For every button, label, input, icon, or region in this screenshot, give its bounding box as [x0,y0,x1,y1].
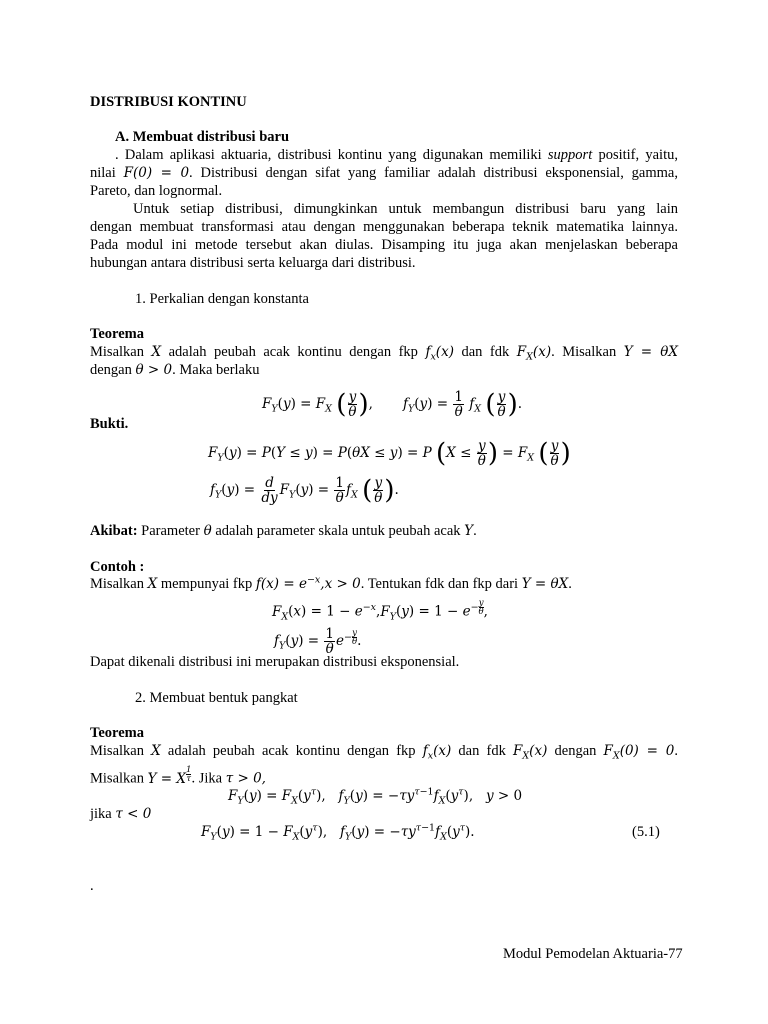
page-footer: Modul Pemodelan Aktuaria-77 [503,946,683,962]
para2-line-3: Pada modul ini metode tersebut akan diulas. Disamping itu juga akan menjelaskan beberapa [90,237,678,253]
stray-dot: . [90,878,94,894]
intro-line-2: nilai F(0) = 0. Distribusi dengan sifat yang familiar adalah distribusi eksponensial, gamma, [90,165,678,181]
theorem2-line-2: Misalkan Y = X $^{\frac{1}{\tau}}$ . Jika τ > 0, [90,765,266,787]
proof-equation-2: $f_Y(y)$ = $\frac{d}{dy}$ $F_Y(y)$ = $\frac{1}{\theta}$ $f_X$ ( $\frac{y}{\theta}$ ). [210,475,399,506]
corollary: Akibat: Parameter θ adalah parameter skala untuk peubah acak Y. [90,523,477,539]
list-item-2: 2. Membuat bentuk pangkat [135,690,298,706]
intro-line-3: Pareto, dan lognormal. [90,183,223,199]
example-heading: Contoh : [90,559,145,575]
example-statement: Misalkan X mempunyai fkp $f(x) = e^{-x},x > 0$. Tentukan fdk dan fkp dari Y = θX. [90,574,572,592]
section-heading: A. Membuat distribusi baru [115,129,290,145]
theorem2-equation-1: $F_Y(y) = F_X(y^\tau)$, $f_Y(y) = -\tau y^{\tau-1}f_X(y^\tau)$, y > 0 [228,786,523,807]
theorem-heading-1: Teorema [90,326,144,342]
condition-line: jika τ < 0 [90,806,152,822]
example-equation-2: $f_Y(y)$ = $\frac{1}{\theta}$ $e^{- \frac{y}{\theta}}$ . [274,626,362,657]
theorem1-line-2: dengan θ > 0. Maka berlaku [90,362,260,378]
para2-line-2: dengan membuat transformasi atau dengan menggunakan beberapa teknik matematika lainnya. [90,219,678,235]
intro-line-1: . Dalam aplikasi aktuaria, distribusi kontinu yang digunakan memiliki support positif, yaitu, [115,147,678,163]
theorem1-equation: $F_Y(y) = F_X$ ( $\frac{y}{\theta}$ ), $f_Y(y)$ = $\frac{1}{\theta}$ $f_X$ ( $\frac{y}{\theta}$ ). [262,389,523,420]
example-equation-1: $F_X(x) = 1 - e^{-x},F_Y(y) = 1 - e^{- \frac{y}{\theta}}$ , [272,598,488,623]
list-item-1: 1. Perkalian dengan konstanta [135,291,309,307]
theorem2-line-1: Misalkan X adalah peubah acak kontinu dengan fkp $f_x(x)$ dan fdk $F_X(x)$ dengan $F_X(0) = 0$. [90,743,678,762]
proof-heading: Bukti. [90,416,129,432]
para2-line-4: hubungan antara distribusi serta keluarga dari distribusi. [90,255,416,271]
equation-number: (5.1) [632,824,660,840]
proof-equation-1: $F_Y(y) = P(Y \le y) = P(\theta X \le y) = P$ (X ≤ $\frac{y}{\theta}$ ) = $F_X$ ( $\frac{y}{\theta}$ ) [208,438,571,469]
theorem1-line-1: Misalkan X adalah peubah acak kontinu dengan fkp $f_x(x)$ dan fdk $F_X(x)$. Misalkan Y = θX [90,344,679,363]
theorem-heading-2: Teorema [90,725,144,741]
document-title: DISTRIBUSI KONTINU [90,94,247,110]
para2-line-1: Untuk setiap distribusi, dimungkinkan untuk membangun distribusi baru yang lain [133,201,678,217]
example-conclusion: Dapat dikenali distribusi ini merupakan distribusi eksponensial. [90,654,460,670]
theorem2-equation-2: $F_Y(y) = 1 - F_X(y^\tau)$, $f_Y(y) = -\tau y^{\tau-1}f_X(y^\tau)$. [201,822,475,843]
